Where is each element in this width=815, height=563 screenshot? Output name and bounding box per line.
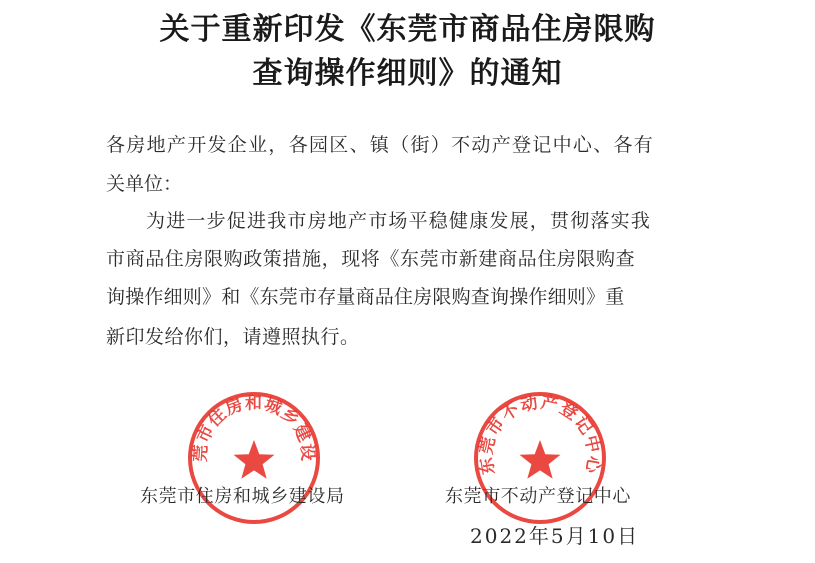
signatory-housing-bureau: 东莞市住房和城乡建设局 — [140, 486, 345, 507]
notice-title-line-2: 查询操作细则》的通知 — [252, 56, 563, 91]
seal-star-icon — [234, 440, 275, 479]
body-line-1: 为进一步促进我市房地产市场平稳健康发展，贯彻落实我 — [146, 210, 652, 232]
addressee-line-2: 关单位： — [106, 173, 183, 195]
seal-registration-center-text: 东莞市不动产登记中心 — [476, 392, 604, 477]
seal-star-icon — [520, 440, 561, 479]
svg-text:东莞市住房和城乡建设局 — [175, 372, 318, 462]
notice-title-line-1: 关于重新印发《东莞市商品住房限购 — [159, 12, 656, 47]
addressee-line-1: 各房地产开发企业，各园区、镇（街）不动产登记中心、各有 — [106, 134, 655, 156]
issue-date: 2022年5月10日 — [470, 524, 640, 548]
signatory-registration-center: 东莞市不动产登记中心 — [445, 486, 631, 507]
seal-housing-bureau-text: 东莞市住房和城乡建设局 — [175, 373, 318, 463]
body-line-4: 新印发给你们，请遵照执行。 — [106, 326, 360, 348]
body-line-3: 询操作细则》和《东莞市存量商品住房限购查询操作细则》重 — [106, 286, 625, 308]
body-line-2: 市商品住房限购政策措施，现将《东莞市新建商品住房限购查 — [106, 248, 636, 270]
